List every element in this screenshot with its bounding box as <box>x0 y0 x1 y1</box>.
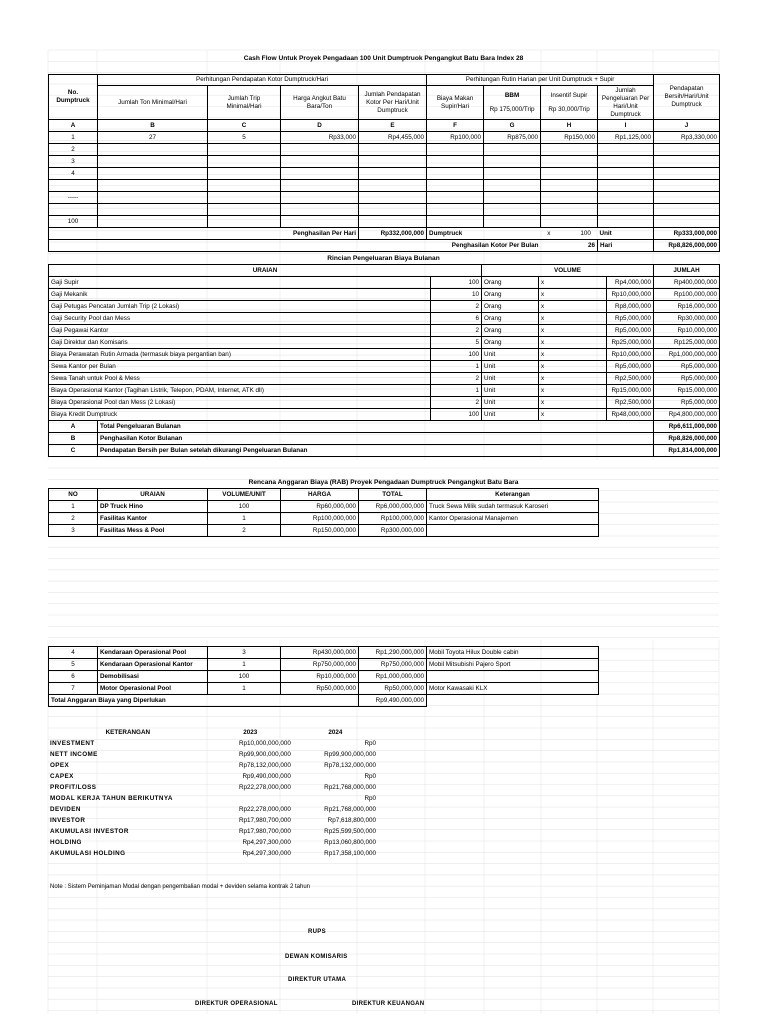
org-direktur-operasional: DIREKTUR OPERASIONAL <box>195 1001 278 1007</box>
spacer-row <box>49 204 720 216</box>
column-letter: A <box>49 120 98 132</box>
header-meal: Biaya Makan Supir/Hari <box>427 86 484 120</box>
column-letter: J <box>654 120 720 132</box>
expense-row: Gaji Security Pool dan Mess 6 Orang x Rp5,000,000 Rp30,000,000 <box>49 313 720 325</box>
rab-header-row <box>49 489 599 501</box>
rab-header-cell: VOLUME/UNIT <box>208 489 281 501</box>
org-direktur-keuangan: DIREKTUR KEUANGAN <box>352 1001 425 1007</box>
column-letter: D <box>281 120 359 132</box>
header-trip: Jumlah Trip Minimal/Hari <box>208 86 281 120</box>
expense-row: Biaya Kredit Dumptruck 100 Unit x Rp48,000,000 Rp4,800,000,000 <box>49 409 720 421</box>
header-price: Harga Angkut Batu Bara/Ton <box>281 86 359 120</box>
column-letter: G <box>484 120 541 132</box>
daily-income-row: Penghasilan Per Hari Rp332,000,000 Dumptruck x 100 Unit Rp333,000,000 <box>49 228 720 240</box>
dumptruck-row: 2 <box>49 144 720 156</box>
rab-row: 2 Fasilitas Kantor 1 Rp100,000,000 Rp100,000,000 Kantor Operasional Manajemen <box>49 513 599 525</box>
column-letters-row <box>49 120 720 132</box>
rab-table <box>48 488 599 537</box>
rab-total-row: Total Anggaran Biaya yang Diperlukan Rp9,490,000,000 <box>49 695 599 707</box>
header-income-group: Perhitungan Pendapatan Kotor Dumptruck/Hari <box>98 75 427 86</box>
column-letter: E <box>359 120 427 132</box>
data-cell: 5 <box>208 132 281 144</box>
summary-row: MODAL KERJA TAHUN BERIKUTNYA Rp0 <box>50 794 376 802</box>
dumptruck-row-1 <box>49 132 720 144</box>
rab-header-cell: URAIAN <box>98 489 208 501</box>
expense-row: Gaji Supir 100 Orang x Rp4,000,000 Rp400,000,000 <box>49 277 720 289</box>
header-bbm: BBM Rp 175,000/Trip <box>484 86 541 120</box>
data-cell: Rp3,330,000 <box>654 132 720 144</box>
dumptruck-row: 3 <box>49 156 720 168</box>
column-letter: C <box>208 120 281 132</box>
header-ton: Jumlah Ton Minimal/Hari <box>98 86 208 120</box>
rab-row: 4 Kendaraan Operasional Pool 3 Rp430,000,000 Rp1,290,000,000 Mobil Toyota Hilux Double cabin <box>49 647 599 659</box>
summary-row: DEVIDEN Rp22,278,000,000 Rp21,768,000,000 <box>50 805 376 813</box>
rab-header-cell: TOTAL <box>359 489 427 501</box>
data-cell: Rp1,125,000 <box>598 132 654 144</box>
cashflow-title: Cash Flow Untuk Proyek Pengadaan 100 Unit Dumptruok Pengangkut Batu Bara Index 28 <box>243 55 524 62</box>
data-cell: Rp33,000 <box>281 132 359 144</box>
summary-row: HOLDING Rp4,297,300,000 Rp13,060,800,000 <box>50 838 376 846</box>
spacer-row <box>49 180 720 192</box>
data-cell: 27 <box>98 132 208 144</box>
header-net-income: Pendapatan Bersih/Hari/Unit Dumptruck <box>654 75 720 120</box>
rab-row: 3 Fasilitas Mess & Pool 2 Rp150,000,000 Rp300,000,000 <box>49 525 599 537</box>
header-incentive: Insentif Supir Rp 30,000/Trip <box>541 86 598 120</box>
header-daily-cost: Jumlah Pengeluaran Per Hari/Unit Dumptruck <box>598 86 654 120</box>
monthly-header-row: URAIAN VOLUME JUMLAH <box>49 265 720 277</box>
column-letter: H <box>541 120 598 132</box>
summary-row: INVESTOR Rp17,980,700,000 Rp7,618,800,000 <box>50 816 376 824</box>
expense-row: Gaji Petugas Pencatan Jumlah Trip (2 Lokasi) 2 Orang x Rp8,000,000 Rp16,000,000 <box>49 301 720 313</box>
summary-row: AKUMULASI INVESTOR Rp17,980,700,000 Rp25,599,500,000 <box>50 827 376 835</box>
data-cell: Rp875,000 <box>484 132 541 144</box>
expense-row: Sewa Kantor per Bulan 1 Unit x Rp5,000,000 Rp5,000,000 <box>49 361 720 373</box>
summary-row: AKUMULASI HOLDING Rp4,297,300,000 Rp17,358,100,000 <box>50 849 376 857</box>
org-direktur-utama: DIREKTUR UTAMA <box>288 977 347 983</box>
column-letter: B <box>98 120 208 132</box>
expense-row: Gaji Pegawai Kantor 2 Orang x Rp5,000,000 Rp10,000,000 <box>49 325 720 337</box>
monthly-income-row: Penghasilan Kotor Per Bulan 26 Hari Rp8,826,000,000 <box>49 240 720 252</box>
summary-row: NETT INCOME Rp99,900,000,000 Rp99,900,000,000 <box>50 750 376 758</box>
data-cell: Rp150,000 <box>541 132 598 144</box>
rab-row: 6 Demobilisasi 100 Rp10,000,000 Rp1,000,000,000 <box>49 671 599 683</box>
expense-row: Gaji Direktur dan Komisaris 5 Orang x Rp25,000,000 Rp125,000,000 <box>49 337 720 349</box>
summary-row: INVESTMENT Rp10,000,000,000 Rp0 <box>50 739 376 747</box>
header-gross: Jumlah Pendapatan Kotor Per Hari/Unit Dumptruck <box>359 86 427 120</box>
dumptruck-row: 4 <box>49 168 720 180</box>
dumptruck-row: ----- <box>49 192 720 204</box>
investment-summary-table <box>48 727 378 859</box>
rab-table-continued <box>48 646 599 707</box>
expense-row: Sewa Tanah untuk Pool & Mess 2 Unit x Rp2,500,000 Rp5,000,000 <box>49 373 720 385</box>
data-cell: Rp4,455,000 <box>359 132 427 144</box>
data-cell: Rp100,000 <box>427 132 484 144</box>
expense-row: Gaji Mekanik 10 Orang x Rp10,000,000 Rp100,000,000 <box>49 289 720 301</box>
rab-header-cell: HARGA <box>281 489 359 501</box>
rab-row: 7 Motor Operasional Pool 1 Rp50,000,000 Rp50,000,000 Motor Kawasaki KLX <box>49 683 599 695</box>
monthly-expense-table <box>48 264 720 457</box>
column-letter: F <box>427 120 484 132</box>
expense-row: Biaya Perawatan Rutin Armada (termasuk biaya pergantian ban) 100 Unit x Rp10,000,000 Rp1,000,000,000 <box>49 349 720 361</box>
summary-header-row: KETERANGAN 2023 2024 <box>105 728 343 736</box>
expense-summary-row: C Pendapatan Bersih per Bulan setelah dikurangi Pengeluaran Bulanan Rp1,814,000,000 <box>49 445 720 457</box>
rab-header-cell: NO <box>49 489 98 501</box>
column-letter: I <box>598 120 654 132</box>
data-cell: 1 <box>49 132 98 144</box>
header-cost-group: Perhitungan Rutin Harian per Unit Dumptruck + Supir <box>427 75 654 86</box>
expense-row: Biaya Operasional Pool dan Mess (2 Lokasi) 2 Unit x Rp2,500,000 Rp5,000,000 <box>49 397 720 409</box>
expense-summary-row: B Penghasilan Kotor Bulanan Rp8,826,000,000 <box>49 433 720 445</box>
rab-title: Rencana Anggaran Biaya (RAB) Proyek Pengadaan Dumptruck Pengangkut Batu Bara <box>248 479 519 486</box>
summary-row: PROFIT/LOSS Rp22,278,000,000 Rp21,768,000,000 <box>50 783 376 791</box>
org-rups: RUPS <box>308 929 326 935</box>
expense-summary-row: A Total Pengeluaran Bulanan Rp6,611,000,000 <box>49 421 720 433</box>
dumptruck-row: 100 <box>49 216 720 228</box>
expense-row: Biaya Operasional Kantor (Tagihan Listrik, Telepon, PDAM, Internet, ATK dll) 1 Unit x Rp15,000,000 Rp15,000,000 <box>49 385 720 397</box>
investment-note: Note : Sistem Peminjaman Modal dengan pengembalian modal + deviden selama kontrak 2 tahun <box>50 884 310 890</box>
rab-row: 5 Kendaraan Operasional Kantor 1 Rp750,000,000 Rp750,000,000 Mobil Mitsubishi Pajero Sport <box>49 659 599 671</box>
org-dewan-komisaris: DEWAN KOMISARIS <box>285 954 348 960</box>
summary-row: OPEX Rp78,132,000,000 Rp78,132,000,000 <box>50 761 376 769</box>
header-no-dumptruck: No. Dumptruck <box>49 75 98 120</box>
rab-header-cell: Keterangan <box>427 489 599 501</box>
monthly-title: Rincian Pengeluaran Biaya Bulanan <box>327 255 440 262</box>
summary-row: CAPEX Rp9,490,000,000 Rp0 <box>50 772 376 780</box>
cashflow-table <box>48 74 720 252</box>
rab-row: 1 DP Truck Hino 100 Rp60,000,000 Rp6,000,000,000 Truck Sewa Milik sudah termasuk Karoseri <box>49 501 599 513</box>
